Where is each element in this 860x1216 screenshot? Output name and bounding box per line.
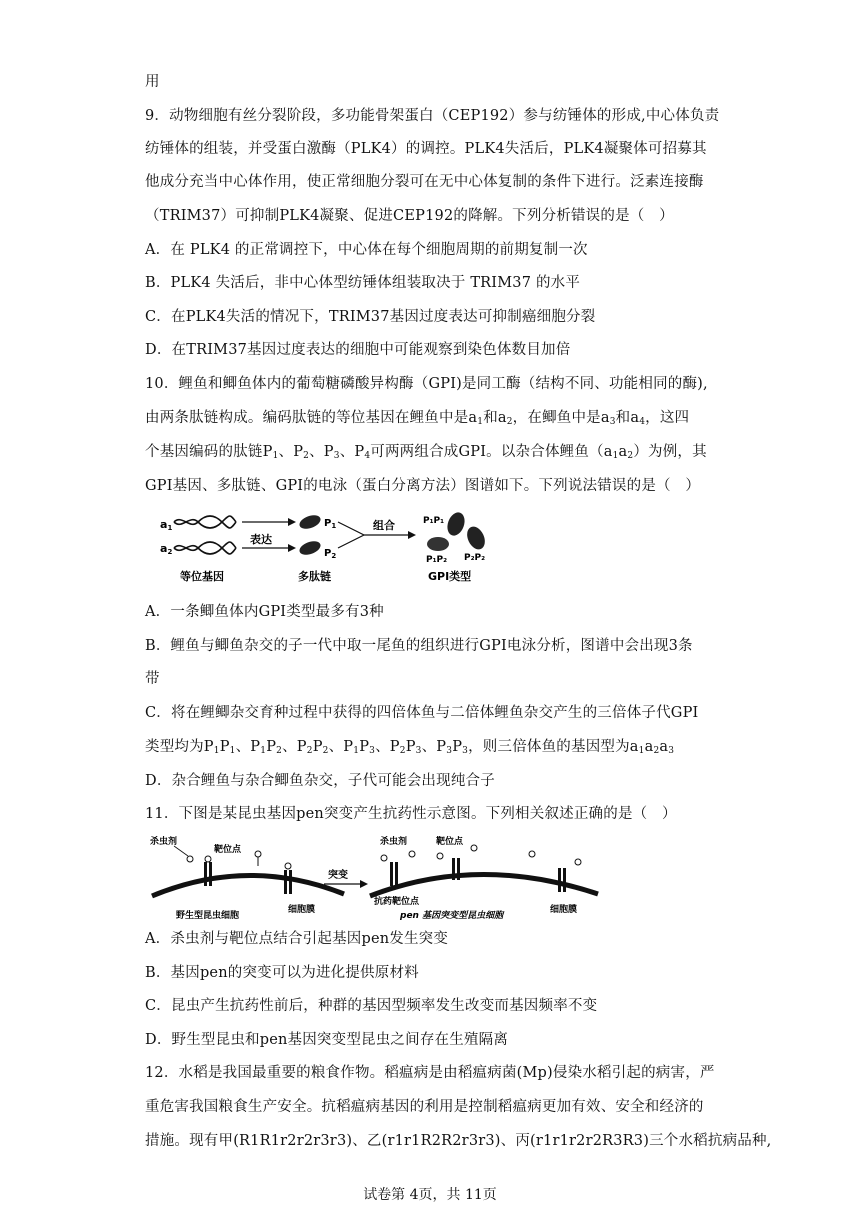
peptide-caption: 多肽链	[298, 570, 331, 583]
resistant-target-icon	[457, 858, 460, 880]
gpi-p1p1-icon	[444, 512, 467, 538]
gpi-type-caption: GPI类型	[428, 570, 472, 583]
mutation-arrow-head	[360, 880, 368, 888]
q10-option-b-line-2: 带	[145, 671, 160, 687]
q9-stem-line-3: 他成分充当中心体作用，使正常细胞分裂可在无中心体复制的条件下进行。泛素连接酶	[145, 174, 704, 190]
gpi-p2p2-label: P₂P₂	[464, 553, 486, 563]
q12-stem-line-2: 重危害我国粮食生产安全。抗稻瘟病基因的利用是控制稻瘟病更加有效、安全和经济的	[145, 1099, 704, 1115]
peptide-p1-icon	[298, 513, 323, 532]
gpi-p1p2-label: P₁P₂	[426, 555, 448, 565]
insecticide-molecule-icon	[187, 856, 193, 862]
target-site-icon	[204, 862, 207, 886]
allele-a2-label: a2	[160, 542, 173, 556]
peptide-p1-label: $P_1$	[324, 518, 337, 530]
q10-option-c-line-1: C．将在鲤鲫杂交育种过程中获得的四倍体鱼与二倍体鲤鱼杂交产生的三倍体子代GPI	[145, 705, 699, 721]
q11-option-b: B．基因pen的突变可以为进化提供原材料	[145, 965, 419, 981]
q11-stem: 11．下图是某昆虫基因pen突变产生抗药性示意图。下列相关叙述正确的是（ ）	[145, 806, 677, 822]
peptide-p2-label: $P_2$	[324, 548, 337, 560]
q9-option-c: C．在PLK4失活的情况下，TRIM37基因过度表达可抑制癌细胞分裂	[145, 309, 596, 325]
q10-stem-line-2: 由两条肽链构成。编码肽链的等位基因在鲤鱼中是$a_1$和$a_2$，在鲫鱼中是$a_3$和$a_4$，这四	[145, 410, 690, 427]
insecticide-left-pointer	[174, 846, 188, 856]
gpi-p1p1-label: P₁P₁	[423, 516, 445, 526]
wild-cell-label: 野生型昆虫细胞	[176, 911, 240, 920]
mutant-cell-label: pen 基因突变型昆虫细胞	[400, 911, 504, 920]
dna-helix-2-icon	[174, 542, 236, 554]
gpi-p2p2-icon	[464, 524, 489, 553]
insecticide-molecule-icon	[205, 856, 211, 862]
wild-membrane	[152, 875, 344, 896]
resistant-target-icon	[558, 868, 561, 892]
q9-option-d: D．在TRIM37基因过度表达的细胞中可能观察到染色体数目加倍	[145, 342, 571, 358]
q10-stem-line-4: GPI基因、多肽链、GPI的电泳（蛋白分离方法）图谱如下。下列说法错误的是（ ）	[145, 478, 701, 494]
gpi-p1p2-icon	[427, 537, 449, 551]
combine-bracket	[338, 522, 364, 548]
membrane-left-label: 细胞膜	[288, 905, 316, 915]
resistant-target-icon	[390, 862, 393, 886]
insecticide-molecule-icon	[575, 859, 581, 865]
insecticide-molecule-icon	[381, 855, 387, 861]
q9-stem-line-1: 9．动物细胞有丝分裂阶段，多功能骨架蛋白（CEP192）参与纺锤体的形成,中心体负责	[145, 108, 720, 124]
q11-option-a: A．杀虫剂与靶位点结合引起基因pen发生突变	[145, 931, 449, 947]
mutation-label: 突变	[328, 870, 348, 881]
dna-helix-1-icon	[174, 516, 236, 528]
target-site-icon	[289, 870, 292, 894]
insecticide-right-label: 杀虫剂	[380, 837, 408, 847]
target-site-icon	[284, 870, 287, 894]
allele-caption: 等位基因	[180, 570, 224, 583]
q11-option-d: D．野生型昆虫和pen基因突变型昆虫之间存在生殖隔离	[145, 1032, 509, 1048]
peptide-p2-icon	[298, 539, 323, 558]
target-left-label: 靶位点	[214, 845, 242, 855]
q10-option-c-line-2: 类型均为$P_1P_1$、$P_1P_2$、$P_2P_2$、$P_1P_3$、$P_2P_3$、$P_3P_3$，则三倍体鱼的基因型为$a_1a_2a_3$	[145, 739, 675, 756]
q10-stem-line-3: 个基因编码的肽链$P_1$、$P_2$、$P_3$、$P_4$可两两组合成GPI。以杂合体鲤鱼$(a_1a_2)$为例，其	[145, 444, 707, 461]
allele-a1-label: a1	[160, 518, 173, 532]
text-line: 用	[145, 74, 160, 90]
insecticide-molecule-icon	[529, 851, 535, 857]
pen-mutation-diagram	[148, 832, 618, 920]
page-footer: 试卷第 4页，共 11页	[363, 1187, 497, 1203]
arrow-head-2	[288, 544, 296, 552]
target-right-label: 靶位点	[436, 837, 464, 847]
insecticide-molecule-icon	[437, 853, 443, 859]
arrow-head-1	[288, 518, 296, 526]
q9-stem-line-4: （TRIM37）可抑制PLK4凝聚、促进CEP192的降解。下列分析错误的是（ ）	[145, 208, 674, 224]
gpi-expression-diagram	[158, 512, 498, 592]
membrane-right-label: 细胞膜	[550, 905, 578, 915]
q9-option-a: A．在 PLK4 的正常调控下，中心体在每个细胞周期的前期复制一次	[145, 242, 588, 258]
q9-option-b: B．PLK4 失活后，非中心体型纺锤体组装取决于 TRIM37 的水平	[145, 275, 581, 291]
combine-label: 组合	[373, 519, 395, 532]
combine-arrow-head	[408, 531, 416, 539]
resistant-target-icon	[563, 868, 566, 892]
insecticide-molecule-icon	[255, 851, 261, 857]
express-label: 表达	[250, 533, 272, 546]
insecticide-molecule-icon	[471, 845, 477, 851]
resistant-target-icon	[452, 858, 455, 880]
q11-option-c: C．昆虫产生抗药性前后，种群的基因型频率发生改变而基因频率不变	[145, 998, 598, 1014]
q12-stem-line-1: 12．水稻是我国最重要的粮食作物。稻瘟病是由稻瘟病菌(Mp)侵染水稻引起的病害，严	[145, 1065, 715, 1081]
q10-option-b-line-1: B．鲤鱼与鲫鱼杂交的子一代中取一尾鱼的组织进行GPI电泳分析，图谱中会出现3条	[145, 638, 693, 654]
insecticide-left-label: 杀虫剂	[150, 837, 178, 847]
q10-stem-line-1: 10．鲤鱼和鲫鱼体内的葡萄糖磷酸异构酶（GPI)是同工酶（结构不同、功能相同的酶),	[145, 376, 708, 392]
q10-option-a: A．一条鲫鱼体内GPI类型最多有3种	[145, 604, 384, 620]
insecticide-molecule-icon	[409, 851, 415, 857]
resistant-target-icon	[395, 862, 398, 886]
resistant-target-label: 抗药靶位点	[374, 897, 420, 907]
q10-option-d: D．杂合鲤鱼与杂合鲫鱼杂交，子代可能会出现纯合子	[145, 773, 495, 789]
target-site-icon	[209, 862, 212, 886]
q9-stem-line-2: 纺锤体的组装，并受蛋白激酶（PLK4）的调控。PLK4失活后，PLK4凝聚体可招募其	[145, 141, 707, 157]
insecticide-molecule-icon	[285, 863, 291, 869]
q12-stem-line-3: 措施。现有甲(R1R1r2r2r3r3)、乙(r1r1R2R2r3r3)、丙(r1r1r2r2R3R3)三个水稻抗病品种,	[145, 1133, 772, 1149]
